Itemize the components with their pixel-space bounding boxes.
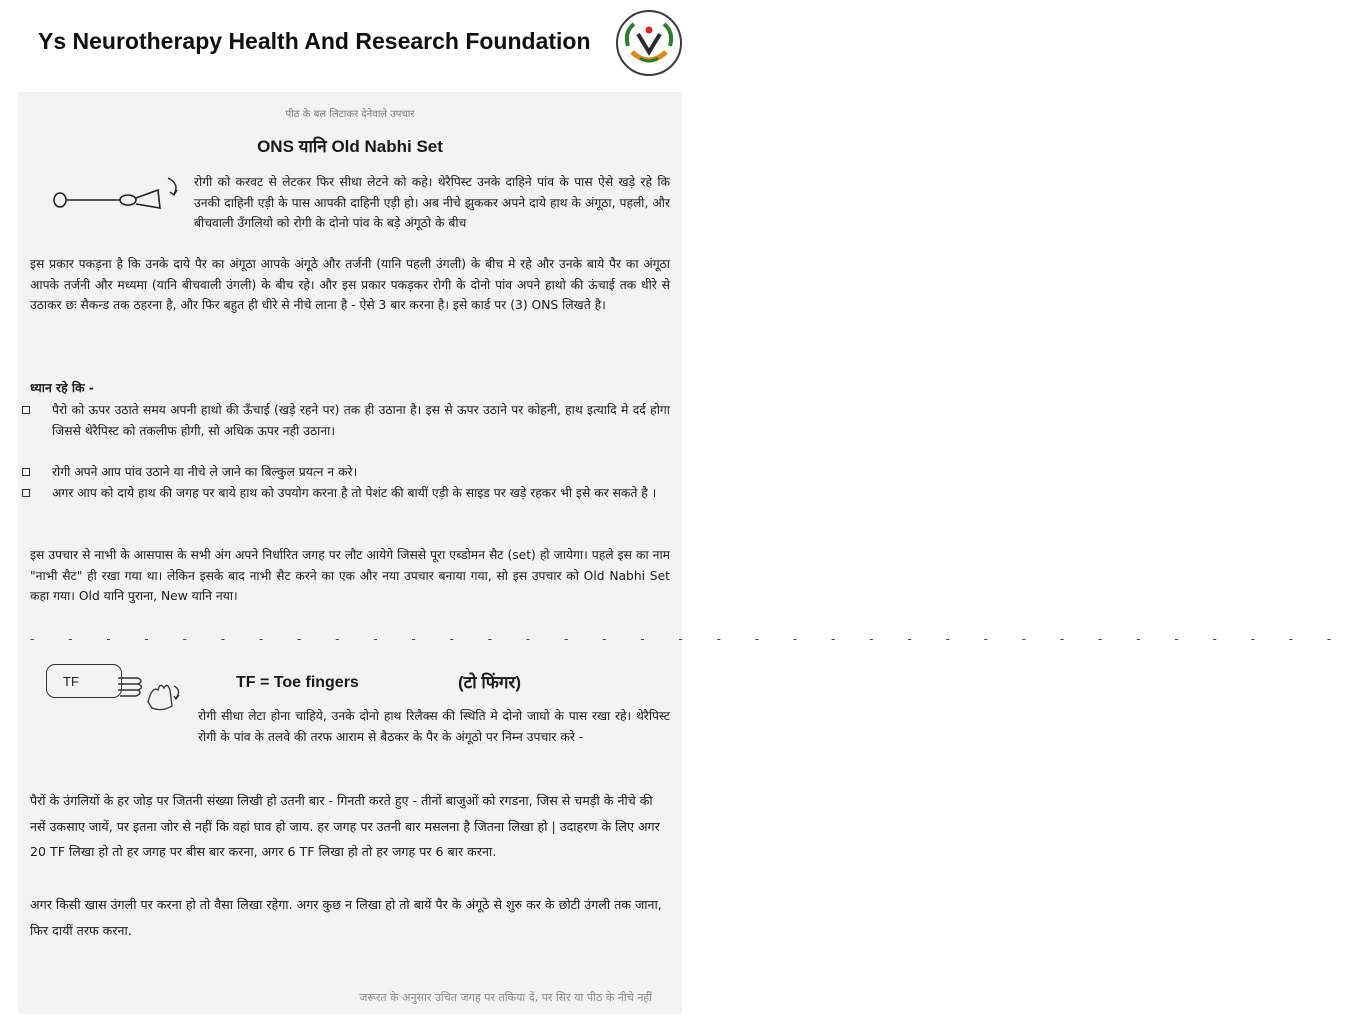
ons-effect-text: इस उपचार से नाभी के आसपास के सभी अंग अपने निर्धारित जगह पर लौट आयेगे जिससे पूरा एब्डोमन सैट (set) हो जायेगा। पहले इस का नाम "नाभी सैट" ही रखा गया था। लेकिन इसके बाद नाभी सैट करने का एक और नया उपचार बनाया गया, सो इस उपचार को Old Nabhi Set कहा गया। Old यानि पुराना, New यानि नया। (30, 548, 670, 603)
breadcrumb: पीठ के बल लिटाकर देनेवाले उपचार (285, 109, 415, 120)
list-item: पैरो को ऊपर उठाते समय अपनी हाथो की ऊँचाई (खड़े रहने पर) तक ही उठाना है। इस से ऊपर उठाने पर कोहनी, हाथ इत्यादि मे दर्द होगा जिससे थेरैपिस्ट को तकलीफ होगी, सो अधिक ऊपर नही उठाना। (30, 400, 670, 441)
foundation-logo-icon (614, 8, 684, 78)
section-divider: - - - - - - - - - - - - - - - - - - - - - - - - - - - - - - - - - - - (30, 632, 1346, 646)
list-item: अगर आप को दाये हाथ की जगह पर बाये हाथ को उपयोग करना है तो पेशंट की बायीं एड़ी के साइड पर खड़े रहकर भी इसे कर सकते है । (30, 483, 670, 504)
ons-intro-text: रोगी को करवट से लेटकर फिर सीधा लेटने को कहे। थेरैपिस्ट उनके दाहिने पांव के पास ऐसे खड़े रहे कि उनकी दाहिनी एड़ी के पास आपकी दाहिनी एड़ी हो। अब नीचे झुककर अपने दाये हाथ के अंगूठा, पहली, और बीचवाली उँगलियो को रोगी के दोनो पांव के बड़े अंगूठो के बीच (194, 175, 670, 230)
tf-body-text-2: अगर किसी खास उंगली पर करना हो तो वैसा लिखा रहेगा. अगर कुछ न लिखा हो तो बायें पैर के अंगूठे से शुरु कर के छोटी उंगली तक जाना, फिर दायीं तरफ करना. (30, 897, 662, 938)
leg-lift-diagram-icon (48, 172, 188, 222)
organization-title: Ys Neurotherapy Health And Research Foundation (38, 28, 591, 54)
checkbox-bullet-icon (22, 406, 30, 414)
note-heading: ध्यान रहे कि - (30, 381, 94, 395)
tf-label-box: TF (46, 664, 122, 698)
footer-note: जरूरत के अनुसार उचित जगह पर तकिया दें, पर सिर या पीठ के नीचे नहीं (359, 991, 652, 1004)
section-title-ons: ONS यानि Old Nabhi Set (257, 137, 443, 156)
tf-intro-text: रोगी सीधा लेटा होना चाहिये, उनके दोनो हाथ रिलैक्स की स्थिति मे दोनो जाघो के पास रखा रहे। थेरैपिस्ट रोगी के पांव के तलवे की तरफ आराम से बैठकर के पैर के अंगूठो पर निम्न उपचार करे - (198, 709, 670, 744)
document-page (18, 92, 1346, 1014)
section-subtitle-tf: (टो फिंगर) (458, 673, 522, 692)
hand-toe-icon (112, 672, 184, 714)
ons-body-text: इस प्रकार पकड़ना है कि उनके दाये पैर का अंगूठा आपके अंगूठे और तर्जनी (यानि पहली उंगली) के बीच मे रहे और उनके बाये पैर का अंगूठा आपके तर्जनी और मध्यमा (यानि बीचवाली उंगली) के बीच रहे। और इस प्रकार पकड़कर रोगी के दोनो पांव अपने हाथो की ऊंचाई तक धीरे से उठाकर छः सैकन्ड तक ठहरना है, और फिर बहुत ही धीरे से नीचे लाना है - ऐसे 3 बार करना है। इसे कार्ड पर (3) ONS लिखते है। (30, 257, 670, 312)
document-header (0, 0, 705, 92)
tf-body-text: पैरों के उंगलियों के हर जोड़ पर जितनी संख्या लिखी हो उतनी बार - गिनती करते हुए - तीनों बाजुओं को रगडना, जिस से चमड़ी के नीचे की नसें उकसाए जायें, पर इतना जोर से नहीं कि वहां घाव हो जाय. हर जगह पर उतनी बार मसलना है जितना लिखा हो | उदाहरण के लिए अगर 20 TF लिखा हो तो हर जगह पर बीस बार करना, अगर 6 TF लिखा हो तो हर जगह पर 6 बार करना. (30, 793, 660, 859)
section-title-tf: TF = Toe fingers (236, 674, 359, 691)
checkbox-bullet-icon (22, 468, 30, 476)
checkbox-bullet-icon (22, 489, 30, 497)
list-item: रोगी अपने आप पांव उठाने या नीचे ले जाने का बिल्कुल प्रयत्न न करे। (30, 462, 670, 483)
